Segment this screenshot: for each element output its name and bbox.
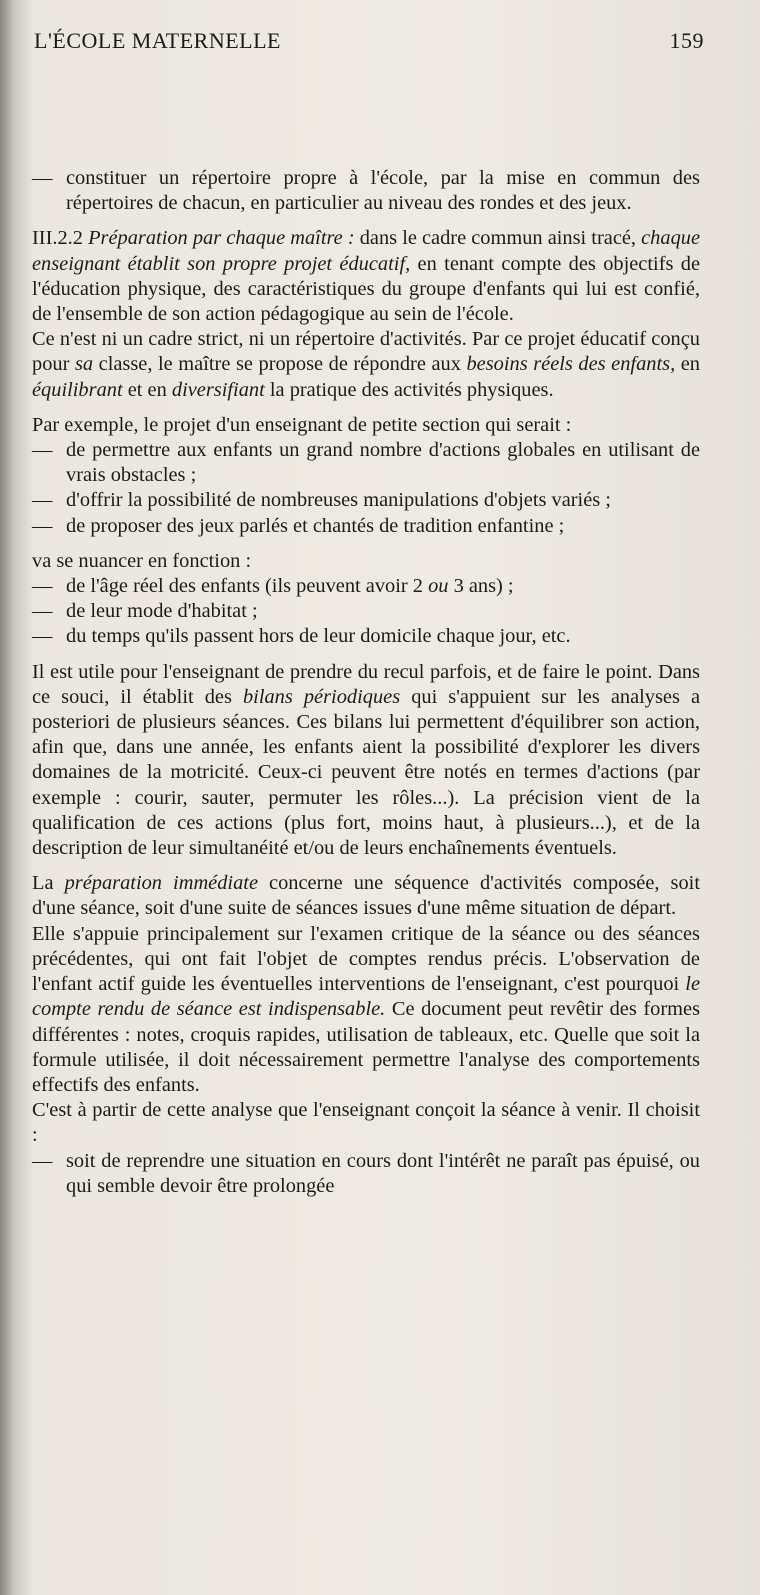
text-run: La <box>32 872 65 895</box>
list-item <box>32 624 700 649</box>
text-run: du temps qu'ils passent hors de leur domicile chaque jour, etc. <box>66 625 571 648</box>
list-item <box>32 599 700 624</box>
list-item <box>32 514 700 539</box>
text-run: Ce document peut revêtir des formes différentes : notes, croquis rapides, utilisation de tableaux, etc. Quelle que soit la formule utilisée, il doit nécessairement permettre l'analyse des comportements effectifs des enfants. <box>32 998 701 1096</box>
text-run: 3 ans) ; <box>448 575 514 598</box>
paragraph <box>32 413 700 438</box>
italic-text: équilibrant <box>32 378 123 401</box>
list-dash: — <box>32 575 53 598</box>
text-run: dans le cadre commun ainsi tracé, <box>354 227 642 250</box>
list-item <box>32 488 700 513</box>
paragraph <box>32 660 700 862</box>
italic-text: sa <box>74 353 94 376</box>
italic-text: bilans périodiques <box>242 685 401 708</box>
page-number: 159 <box>669 28 704 53</box>
text-run: de leur mode d'habitat ; <box>66 600 258 623</box>
text-run: de l'âge réel des enfants (ils peuvent avoir 2 <box>66 575 429 598</box>
paragraph <box>32 226 700 327</box>
running-header <box>34 28 704 54</box>
italic-text: besoins réels des enfants, <box>466 353 676 376</box>
list-dash: — <box>32 1149 53 1172</box>
text-run: de proposer des jeux parlés et chantés de tradition enfantine ; <box>66 514 565 537</box>
paragraph <box>32 871 700 921</box>
paragraph <box>32 922 700 1098</box>
text-run: en tenant compte des objectifs de l'éducation physique, des caractéristiques du groupe d'enfants qui lui est confié, de l'ensemble de son action pédagogique au sein de l'école. <box>32 252 701 326</box>
list-dash: — <box>32 439 53 462</box>
italic-text: préparation immédiate <box>64 872 258 895</box>
list-item <box>32 166 700 216</box>
text-run: Elle s'appuie principalement sur l'examen critique de la séance ou des séances précédentes, qui ont fait l'objet de comptes rendus précis. L'observation de l'enfant actif guide les éventuelles interventions de l'enseignant, c'est pourquoi <box>32 922 700 996</box>
text-run: en <box>675 353 701 376</box>
list-dash: — <box>32 489 53 512</box>
text-run: Ce n'est ni un cadre strict, ni un répertoire d'activités. Par ce projet éducatif conçu pour <box>32 328 700 376</box>
paragraph <box>32 1098 700 1148</box>
text-run: la pratique des activités physiques. <box>264 378 554 401</box>
text-run: classe, le maître se propose de répondre aux <box>93 353 467 376</box>
text-run: Par exemple, le projet d'un enseignant de petite section qui serait : <box>32 413 572 436</box>
text-run: et en <box>122 378 172 401</box>
italic-text: ou <box>428 575 449 598</box>
text-run: qui s'appuient sur les analyses a posteriori de plusieurs séances. Ces bilans lui permettent d'équilibrer son action, afin que, dans une année, les enfants aient la possibilité d'explorer les divers domaines de la motricité. Ceux-ci peuvent être notés en termes d'actions (par exemple : courir, sauter, permuter les rôles...). La précision vient de la qualification de ces actions (plus fort, moins haut, à plusieurs...), et de la description de leur simultanéité et/ou de leurs enchaînements éventuels. <box>32 685 700 860</box>
paragraph <box>32 327 700 403</box>
list-item <box>32 574 700 599</box>
text-run: concerne une séquence d'activités composée, soit d'une séance, soit d'une suite de séances issues d'une même situation de départ. <box>32 872 700 920</box>
list-dash: — <box>32 167 53 189</box>
italic-text: le compte rendu de séance est indispensable. <box>32 973 700 1021</box>
text-run: d'offrir la possibilité de nombreuses manipulations d'objets variés ; <box>66 489 611 512</box>
text-run: III.2.2 <box>32 227 89 250</box>
list-dash: — <box>32 514 53 537</box>
italic-text: chaque enseignant établit son propre projet éducatif, <box>32 227 701 275</box>
italic-text: diversifiant <box>171 378 265 401</box>
italic-text: Préparation par chaque maître : <box>88 227 355 250</box>
list-item <box>32 438 700 488</box>
list-dash: — <box>32 600 53 623</box>
text-run: C'est à partir de cette analyse que l'enseignant conçoit la séance à venir. Il choisit : <box>32 1099 700 1147</box>
text-run: de permettre aux enfants un grand nombre d'actions globales en utilisant de vrais obstacles ; <box>66 439 700 487</box>
list-item <box>32 1149 700 1199</box>
list-dash: — <box>32 625 53 648</box>
text-run: soit de reprendre une situation en cours dont l'intérêt ne paraît pas épuisé, ou qui semble devoir être prolongée <box>66 1149 700 1197</box>
body-text <box>32 166 700 1199</box>
paragraph <box>32 549 700 574</box>
text-run: Il est utile pour l'enseignant de prendre du recul parfois, et de faire le point. Dans ce souci, il établit des <box>32 660 700 708</box>
text-run: va se nuancer en fonction : <box>32 549 252 572</box>
running-title: L'ÉCOLE MATERNELLE <box>34 28 281 53</box>
text-run: constituer un répertoire propre à l'école, par la mise en commun des répertoires de chacun, en particulier au niveau des rondes et des jeux. <box>66 167 700 215</box>
